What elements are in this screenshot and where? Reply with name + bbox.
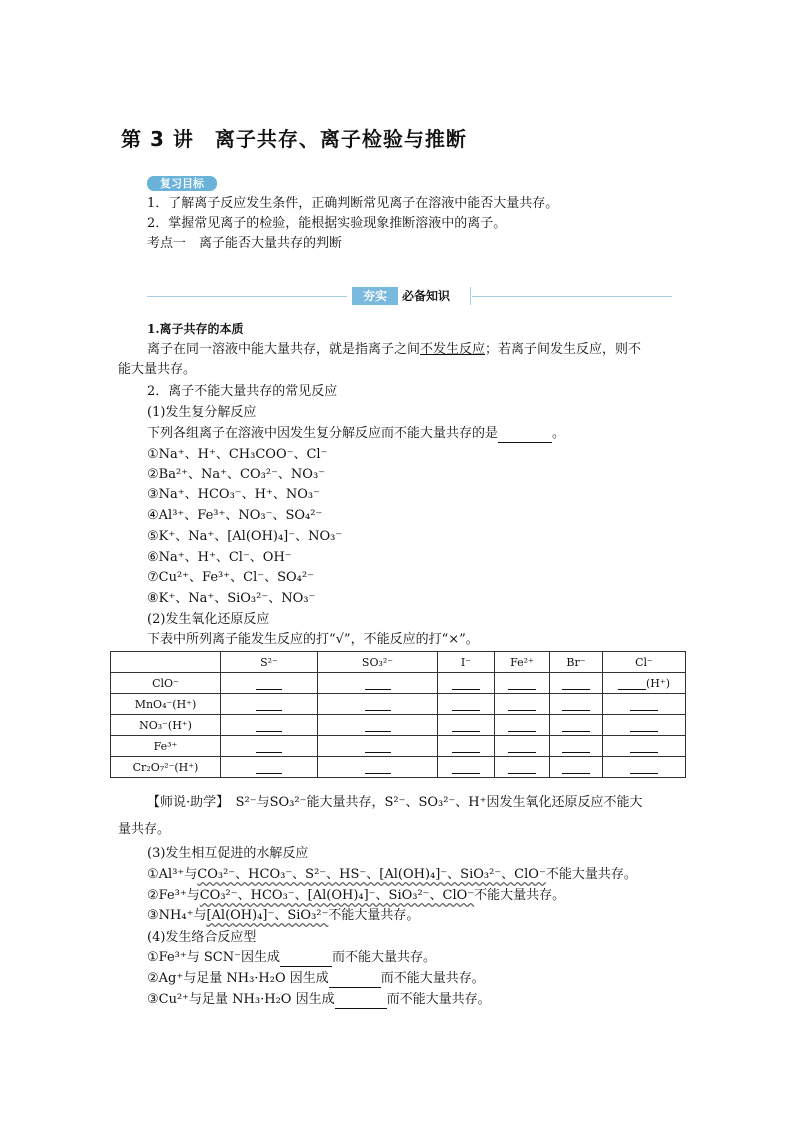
answer-blank[interactable] — [630, 698, 658, 711]
complex-line-1: ①Fe³⁺与 SCN⁻因生成 而不能大量共存。 — [147, 950, 436, 965]
essence-line-1: 离子在同一溶液中能大量共存，就是指离子之间不发生反应；若离子间发生反应，则不 — [147, 342, 642, 357]
group-item: ①Na⁺、H⁺、CH₃COO⁻、Cl⁻ — [147, 447, 328, 462]
answer-blank[interactable] — [508, 677, 536, 690]
answer-blank[interactable] — [335, 996, 387, 1009]
section-divider-right — [472, 296, 672, 297]
group-item: ④Al³⁺、Fe³⁺、NO₃⁻、SO₄²⁻ — [147, 508, 323, 523]
answer-blank[interactable] — [508, 761, 536, 774]
table-row — [111, 673, 686, 694]
answer-blank[interactable] — [365, 677, 391, 690]
table-header-cell: S²⁻ — [221, 652, 318, 673]
redox-table — [110, 651, 686, 778]
answer-blank[interactable] — [452, 719, 480, 732]
answer-blank[interactable] — [508, 719, 536, 732]
review-badge: 复习目标 — [147, 176, 217, 191]
answer-blank[interactable] — [365, 761, 391, 774]
answer-blank[interactable] — [256, 698, 282, 711]
group-item: ⑥Na⁺、H⁺、Cl⁻、OH⁻ — [147, 550, 292, 565]
row-label: ClO⁻ — [111, 673, 221, 694]
group-item: ②Ba²⁺、Na⁺、CO₃²⁻、NO₃⁻ — [147, 467, 326, 482]
section-end-mark — [466, 287, 471, 305]
answer-blank[interactable] — [256, 677, 282, 690]
table-header-cell: Fe²⁺ — [495, 652, 550, 673]
page-title: 第 3 讲 离子共存、离子检验与推断 — [121, 127, 467, 151]
answer-blank[interactable] — [452, 677, 480, 690]
complex-line-2: ②Ag⁺与足量 NH₃·H₂O 因生成 而不能大量共存。 — [147, 971, 485, 986]
answer-blank[interactable] — [329, 975, 381, 988]
section-badge: 夯实 — [352, 287, 398, 305]
section-title: 必备知识 — [402, 289, 451, 303]
answer-blank[interactable] — [452, 740, 480, 753]
answer-blank[interactable] — [452, 761, 480, 774]
table-header-cell: SO₃²⁻ — [318, 652, 438, 673]
table-header-row — [111, 652, 686, 673]
exam-point: 考点一 离子能否大量共存的判断 — [147, 236, 343, 251]
hydro-line-2: ②Fe³⁺与CO₃²⁻、HCO₃⁻、[Al(OH)₄]⁻、SiO₃²⁻、ClO⁻不能大量共存。 — [147, 888, 566, 903]
row-label: NO₃⁻(H⁺) — [111, 715, 221, 736]
table-header-cell: Br⁻ — [550, 652, 603, 673]
review-item-1: 1．了解离子反应发生条件，正确判断常见离子在溶液中能否大量共存。 — [147, 196, 559, 211]
answer-blank[interactable] — [618, 677, 646, 690]
row-label: Cr₂O₇²⁻(H⁺) — [111, 757, 221, 778]
row-label: MnO₄⁻(H⁺) — [111, 694, 221, 715]
answer-blank[interactable] — [280, 954, 332, 967]
answer-blank[interactable] — [508, 740, 536, 753]
sub-heading-4: (4)发生络合反应型 — [147, 930, 257, 945]
answer-blank[interactable] — [630, 761, 658, 774]
row-label: Fe³⁺ — [111, 736, 221, 757]
essence-heading: 1.离子共存的本质 — [147, 322, 244, 336]
sub-heading-2: (2)发生氧化还原反应 — [147, 612, 270, 627]
answer-blank[interactable] — [562, 677, 590, 690]
common-heading: 2．离子不能大量共存的常见反应 — [147, 384, 338, 399]
table-header-cell: Cl⁻ — [603, 652, 686, 673]
sub-heading-1: (1)发生复分解反应 — [147, 405, 257, 420]
answer-blank[interactable] — [562, 740, 590, 753]
review-item-2: 2．掌握常见离子的检验，能根据实验现象推断溶液中的离子。 — [147, 216, 507, 231]
answer-blank[interactable] — [630, 719, 658, 732]
question-2: 下表中所列离子能发生反应的打“√”，不能反应的打“×”。 — [147, 632, 479, 647]
table-header-cell — [111, 652, 221, 673]
question-1: 下列各组离子在溶液中因发生复分解反应而不能大量共存的是 。 — [147, 426, 566, 441]
answer-blank[interactable] — [562, 698, 590, 711]
wavy-ions: [Al(OH)₄]⁻、SiO₃²⁻ — [206, 908, 329, 923]
group-item: ③Na⁺、HCO₃⁻、H⁺、NO₃⁻ — [147, 487, 320, 502]
group-item: ⑧K⁺、Na⁺、SiO₃²⁻、NO₃⁻ — [147, 591, 316, 606]
answer-blank[interactable] — [452, 698, 480, 711]
table-row — [111, 694, 686, 715]
answer-blank[interactable] — [630, 740, 658, 753]
wavy-ions: CO₃²⁻、HCO₃⁻、S²⁻、HS⁻、[Al(OH)₄]⁻、SiO₃²⁻、ClO⁻ — [197, 867, 546, 882]
essence-line-2: 能大量共存。 — [118, 362, 197, 377]
hydro-line-3: ③NH₄⁺与[Al(OH)₄]⁻、SiO₃²⁻不能大量共存。 — [147, 908, 420, 923]
answer-blank[interactable] — [365, 698, 391, 711]
wavy-ions: CO₃²⁻、HCO₃⁻、[Al(OH)₄]⁻、SiO₃²⁻、ClO⁻ — [199, 888, 475, 903]
cell-suffix: (H⁺) — [646, 676, 670, 690]
answer-blank[interactable] — [562, 719, 590, 732]
answer-blank[interactable] — [365, 719, 391, 732]
answer-blank[interactable] — [365, 740, 391, 753]
answer-blank[interactable] — [562, 761, 590, 774]
table-header-cell: I⁻ — [438, 652, 495, 673]
section-divider-left — [147, 296, 347, 297]
group-item: ⑦Cu²⁺、Fe³⁺、Cl⁻、SO₄²⁻ — [147, 570, 314, 585]
group-item: ⑤K⁺、Na⁺、[Al(OH)₄]⁻、NO₃⁻ — [147, 529, 343, 544]
answer-blank[interactable] — [256, 761, 282, 774]
table-row — [111, 736, 686, 757]
hydro-line-1: ①Al³⁺与CO₃²⁻、HCO₃⁻、S²⁻、HS⁻、[Al(OH)₄]⁻、SiO₃²⁻、ClO⁻不能大量共存。 — [147, 867, 637, 882]
table-row — [111, 715, 686, 736]
table-row — [111, 757, 686, 778]
tip-line-2: 量共存。 — [118, 822, 171, 837]
essence-underlined: 不发生反应 — [420, 342, 486, 357]
complex-line-3: ③Cu²⁺与足量 NH₃·H₂O 因生成 而不能大量共存。 — [147, 992, 491, 1007]
answer-blank[interactable] — [498, 430, 552, 443]
answer-blank[interactable] — [256, 719, 282, 732]
answer-blank[interactable] — [508, 698, 536, 711]
tip-line-1: 【师说·助学】 S²⁻与SO₃²⁻能大量共存，S²⁻、SO₃²⁻、H⁺因发生氧化还原反应不能大 — [147, 795, 643, 810]
sub-heading-3: (3)发生相互促进的水解反应 — [147, 846, 309, 861]
answer-blank[interactable] — [256, 740, 282, 753]
